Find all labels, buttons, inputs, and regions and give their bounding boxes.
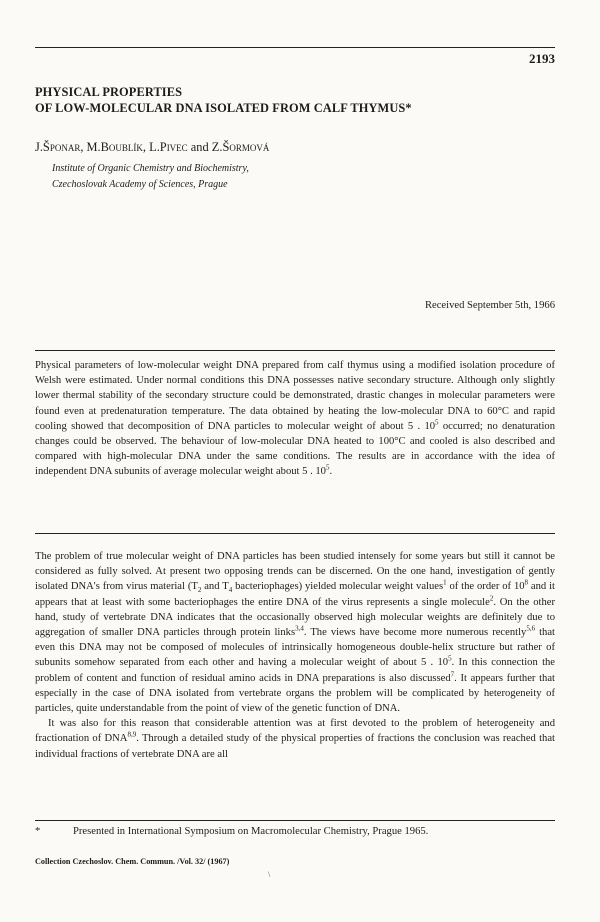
author-conjunction: and: [190, 140, 209, 154]
footnote-rule: [35, 820, 555, 821]
footnote-text: Presented in International Symposium on Macromolecular Chemistry, Prague 1965.: [73, 826, 429, 837]
received-date: Received September 5th, 1966: [424, 300, 555, 311]
abstract-bottom-rule: [35, 533, 555, 534]
article-title: [35, 84, 555, 116]
author-1: J.Šponar: [35, 140, 81, 154]
affiliation-line-1: Institute of Organic Chemistry and Biochemistry,: [52, 163, 249, 174]
affiliation: [52, 161, 249, 193]
title-line-1: PHYSICAL PROPERTIES: [35, 85, 183, 99]
journal-citation: Collection Czechoslov. Chem. Commun. /Vol. 32/ (1967): [35, 857, 230, 866]
body-paragraph-2: It was also for this reason that considerable attention was at first devoted to the problem of heterogeneity and fractionation of DNA$^{8,9}$. Through a detailed study of the physical properties of fractions the conclusion was reached that individual fractions of vertebrate DNA are all: [35, 718, 555, 760]
abstract: Physical parameters of low-molecular weight DNA prepared from calf thymus using a modified isolation procedure of Welsh were estimated. Under normal conditions this DNA possesses native secondary structure. Although only slightly lower thermal stability of the secondary structure could be demonstrated, drastic changes in molecular parameters were found even at predenaturation temperature. The data obtained by heating the low-molecular DNA to 60°C and rapid cooling showed that decomposition of DNA particles to molecular weight of about 5 . $10^5$ occurred; no denaturation changes could be observed. The behaviour of low-molecular DNA heated to 100°C and cooled is also described and compared with high-molecular DNA under the same conditions. The results are in accordance with the idea of independent DNA subunits of average molecular weight about 5 . $10^5$.: [35, 360, 555, 478]
author-4: Z.Šormová: [211, 140, 270, 154]
author-2: M.Boublík: [86, 140, 143, 154]
body-paragraph-1: The problem of true molecular weight of DNA particles has been studied intensely for some years but still it cannot be considered as fully solved. At present two opposing trends can be discerned. On the one hand, investigation of gently isolated DNA's from virus material ($T_2$ and $T_4$ bacteriophages) yielded molecular weight values$^1$ of the order of $10^8$ and it appears that at least with some bacteriophages the entire DNA of the virus represents a single molecule$^2$. On the other hand, study of vertebrate DNA indicates that the occasionally observed high molecular weights are definitely due to aggregation of smaller DNA particles through protein links$^{3,4}$. The views have become more numerous recently$^{5,6}$ that even this DNA may not be composed of molecules of intrinsically homogeneous double-helix structure but rather of subunits somehow separated from each other and having a molecular weight of about 5 . $10^5$. In this connection the problem of content and function of residual amino acids in DNA preparations is also discussed$^7$. It appears further that especially in the case of DNA isolated from vertebrate organs the problem will be complicated by heterogeneity of particles, quite understandable from the point of view of the genetic function of DNA.: [35, 551, 556, 715]
affiliation-line-2: Czechoslovak Academy of Sciences, Prague: [52, 179, 228, 190]
body-text: [35, 549, 555, 762]
footnote-mark: *: [35, 826, 41, 837]
header-rule: [35, 47, 555, 48]
author-3: L.Pivec: [149, 140, 188, 154]
author-list: J.Šponar, M.Boublík, L.Pivec and Z.Šormová: [35, 140, 270, 154]
page-number: 2193: [529, 51, 555, 66]
abstract-top-rule: [35, 350, 555, 351]
scan-speck: \: [268, 870, 271, 879]
footnote: [35, 826, 555, 837]
title-line-2: OF LOW-MOLECULAR DNA ISOLATED FROM CALF THYMUS*: [35, 101, 412, 115]
